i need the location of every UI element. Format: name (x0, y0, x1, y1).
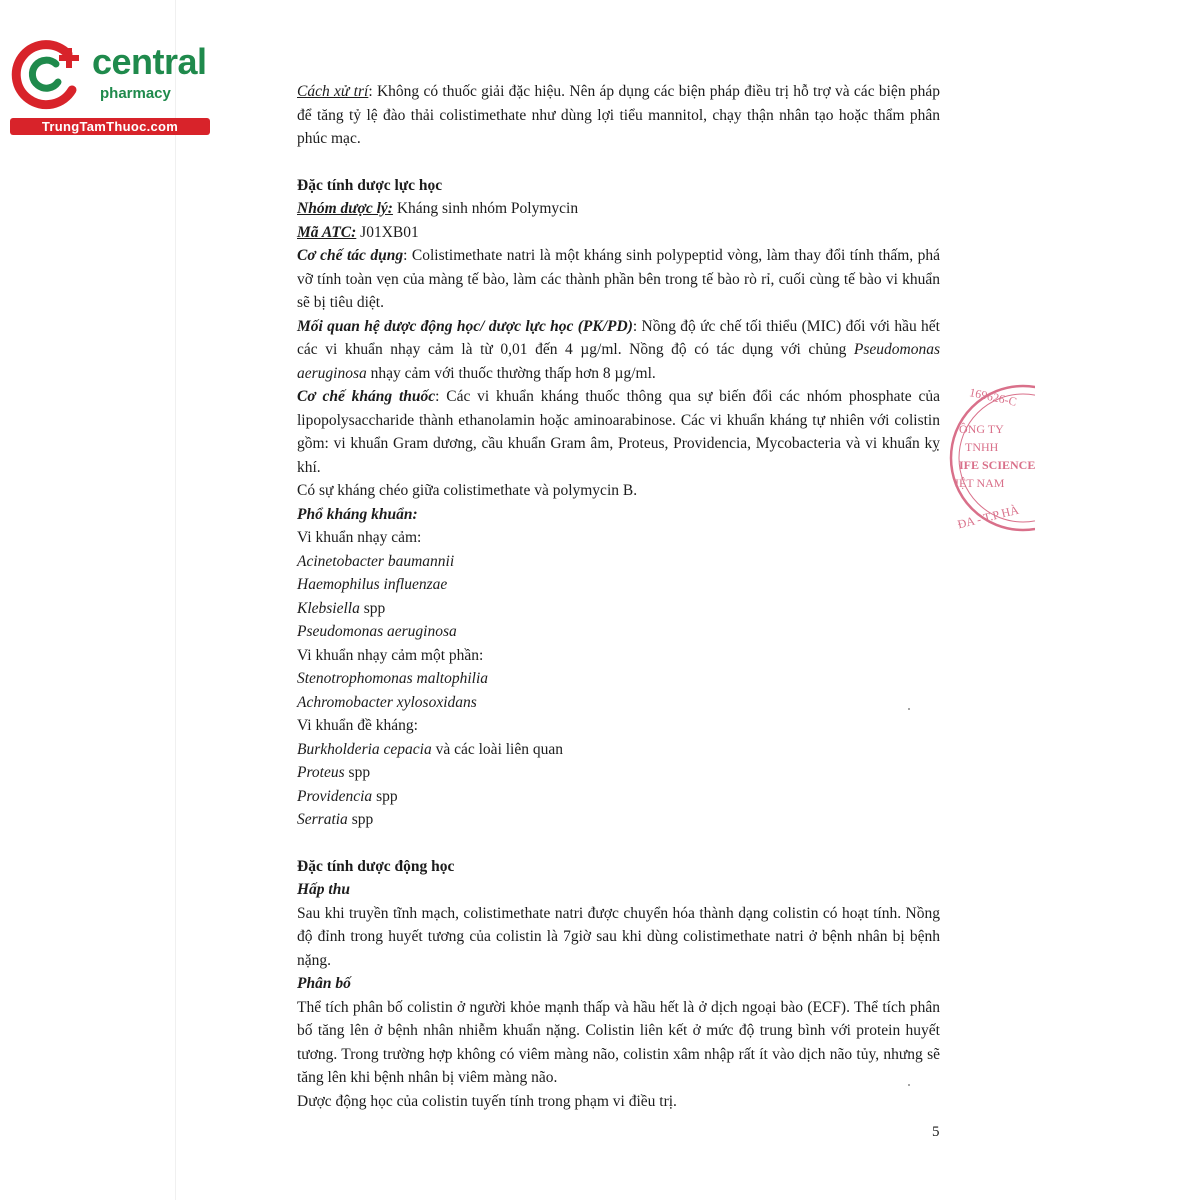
logo-wordmark: central (92, 41, 207, 82)
mechanism-label: Cơ chế tác dụng (297, 247, 404, 264)
sensitive-item: Haemophilus influenzae (297, 576, 448, 593)
pharmacologic-group (297, 197, 940, 221)
serratia: Serratia (297, 811, 348, 828)
treatment-paragraph (297, 80, 940, 151)
central-pharmacy-logo (10, 38, 215, 138)
stamp-line-2: ÔNG TY (959, 422, 1004, 436)
scan-speck (908, 1084, 910, 1086)
spp-suffix: spp (344, 764, 371, 781)
spp-suffix: spp (372, 787, 398, 805)
sensitive-item (297, 597, 940, 621)
pkpd-label: Mối quan hệ dược động học/ dược lực học (PK/PD) (297, 317, 633, 335)
sensitive-item: Pseudomonas aeruginosa (297, 623, 457, 640)
spp-suffix: spp (359, 599, 386, 617)
mechanism-text: : Colistimethate natri là một kháng sinh polypeptid vòng, làm thay đổi tính thấm, phá vỡ tính toàn vẹn của màng tế bào, làm các thành phần bên trong tế bào rò rỉ, cuối cùng tế bào vi khuẩn sẽ bị tiêu diệt. (297, 247, 940, 311)
logo-banner: TrungTamThuoc.com (10, 118, 210, 135)
distribution-paragraph: Thể tích phân bố colistin ở người khỏe mạnh thấp và hầu hết là ở dịch ngoại bào (ECF). Thể tích phân bố tăng lên ở bệnh nhân nhiễm khuẩn nặng. Colistin liên kết ở mức độ trung bình với protein huyết tương. Trong trường hợp không có viêm màng não, colistin xâm nhập rất ít vào dịch não tủy, nhưng sẽ tăng lên khi bệnh nhân bị viêm màng não. (297, 998, 940, 1086)
absorption-label: Hấp thu (297, 881, 350, 898)
page-edge (175, 0, 176, 1200)
logo-subtitle: pharmacy (100, 85, 171, 102)
resistance-paragraph (297, 385, 940, 479)
pkpd-paragraph (297, 315, 940, 386)
partial-label: Vi khuẩn nhạy cảm một phần: (297, 646, 484, 664)
resistant-label: Vi khuẩn đề kháng: (297, 717, 418, 734)
partial-item: Achromobacter xylosoxidans (297, 693, 477, 711)
stamp-line-5: IỆT NAM (955, 476, 1005, 490)
burkholderia-suffix: và các loài liên quan (431, 740, 563, 758)
page-number: 5 (932, 1124, 940, 1140)
treatment-text: : Không có thuốc giải đặc hiệu. Nên áp dụng các biện pháp điều trị hỗ trợ và các biện pháp để tăng tỷ lệ đào thải colistimethate như dùng lợi tiểu mannitol, chạy thận nhân tạo hoặc thẩm phân phúc mạc. (297, 83, 941, 147)
pharmacodynamics-heading: Đặc tính dược lực học (297, 176, 443, 194)
stamp-line-1: 169626-C (968, 385, 1019, 409)
spectrum-label: Phổ kháng khuẩn: (297, 505, 418, 523)
distribution-label: Phân bố (297, 975, 351, 992)
providencia: Providencia (297, 787, 373, 805)
partial-item: Stenotrophomonas maltophilia (297, 670, 489, 687)
stamp-line-3: TNHH (965, 440, 999, 454)
atc-text: J01XB01 (356, 223, 419, 241)
burkholderia: Burkholderia cepacia (297, 740, 432, 758)
document-body (297, 80, 940, 1113)
logo-mark-icon (10, 38, 90, 116)
atc-code (297, 221, 940, 245)
mechanism-paragraph (297, 244, 940, 315)
stamp-line-4: IFE SCIENCE (959, 458, 1035, 472)
resistance-label: Cơ chế kháng thuốc (297, 388, 436, 405)
stamp-line-6: ĐA - T.P HÀ (956, 502, 1021, 532)
pkpd-text-end: nhạy cảm với thuốc thường thấp hơn 8 µg/ml. (366, 364, 656, 382)
sensitive-item: Acinetobacter baumannii (297, 552, 455, 570)
resistance-text: : Các vi khuẩn kháng thuốc thông qua sự biến đổi các nhóm phosphate của lipopolysaccharide thành ethanolamin hoặc aminoarabinose. Các vi khuẩn kháng tự nhiên với colistin gồm: vi khuẩn Gram dương, cầu khuẩn Gram âm, Proteus, Providencia, Mycobacteria và vi khuẩn kỵ khí. (297, 388, 940, 476)
company-stamp (935, 378, 1035, 538)
treatment-label: Cách xử trí (297, 83, 369, 100)
absorption-paragraph: Sau khi truyền tĩnh mạch, colistimethate natri được chuyển hóa thành dạng colistin có hoạt tính. Nồng độ đỉnh trong huyết tương của colistin là 7giờ sau khi dùng colistimethate natri ở bệnh nhân bị bệnh nặng. (297, 904, 940, 969)
atc-label: Mã ATC: (297, 223, 357, 241)
resistant-item (297, 738, 940, 762)
resistant-item (297, 808, 940, 832)
pkpd-text: : Nồng độ ức chế tối thiểu (MIC) đối với hầu hết các vi khuẩn nhạy cảm là từ 0,01 đến 4 µg/ml. Nồng độ có tác dụng với chủng (297, 317, 940, 358)
scan-speck (908, 708, 910, 710)
resistant-item (297, 785, 940, 809)
pkpd-species: Pseudomonas aeruginosa (297, 341, 940, 382)
linearity-paragraph: Dược động học của colistin tuyến tính trong phạm vi điều trị. (297, 1092, 677, 1110)
cross-resistance: Có sự kháng chéo giữa colistimethate và polymycin B. (297, 482, 638, 499)
proteus: Proteus (297, 764, 345, 781)
pharmacokinetics-heading: Đặc tính dược động học (297, 857, 455, 875)
sensitive-label: Vi khuẩn nhạy cảm: (297, 529, 422, 546)
spp-suffix: spp (347, 811, 374, 828)
group-label: Nhóm dược lý: (297, 200, 393, 217)
group-text: Kháng sinh nhóm Polymycin (392, 200, 579, 217)
resistant-item (297, 761, 940, 785)
klebsiella: Klebsiella (297, 599, 360, 617)
